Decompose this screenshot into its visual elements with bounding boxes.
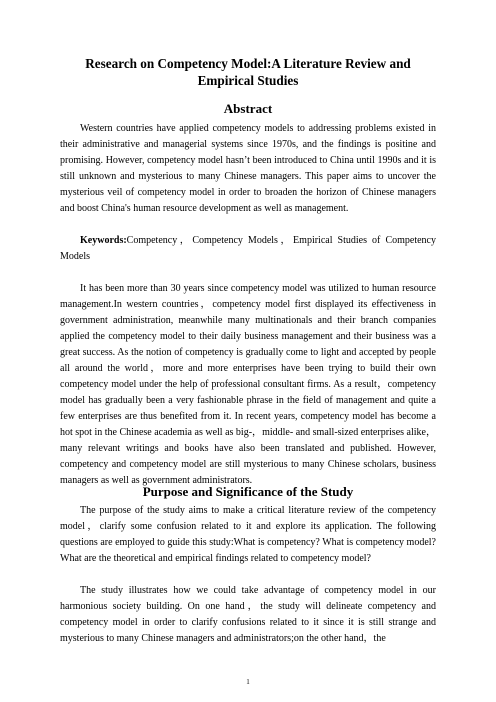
- page-number: 1: [246, 678, 250, 686]
- abstract-paragraph: Western countries have applied competency models to addressing problems existed in their administrative and managerial systems since 1970s, and the findings is positine and promising. However, competency model hasn’t been introduced to China until 1990s and it is still unknown and mysterious to many Chinese managers. This paper aims to uncover the mysterious veil of competency model in order to broaden the horizon of Chinese managers and boost China's human resource development as well as management.: [60, 123, 436, 214]
- illustrate-paragraph: The study illustrates how we could take advantage of competency model in our harmonious society building. On one hand，the study will delineate competency and competency model in order to clarify confusions related to it since it is still strange and mysterious to many Chinese managers and administrators;on the other hand，the: [60, 585, 436, 644]
- purpose-paragraph: The purpose of the study aims to make a critical literature review of the competency model，clarify some confusion related to it and explore its application. The following questions are employed to guide this study:What is competency? What is competency model? What are the theoretical and empirical findings related to competency model?: [60, 505, 436, 564]
- paper-title: [60, 55, 436, 89]
- keywords-text: Competency，Competency Models，Empirical Studies of Competency Models: [60, 235, 436, 262]
- purpose-heading: Purpose and Significance of the Study: [142, 484, 354, 499]
- title-line-1: Research on Competency Model:A Literature Review and: [85, 56, 411, 71]
- abstract-heading: Abstract: [223, 101, 273, 116]
- keywords-paragraph: [60, 233, 436, 265]
- intro-paragraph: It has been more than 30 years since competency model was utilized to human resource management.In western countries，competency model first displayed its effectiveness in government administration, meanwhile many multinationals and their branch companies applied the competency model to their daily business management and their business was a great success. As the notion of competency is gradually come to light and accepted by people all around the world，more and more enterprises have been trying to build their own competency model under the help of professional consultant firms. As a result，competency model has gradually been a very fashionable phrase in the field of management and quite a few enterprises are thus benefited from it. In recent years, competency model has become a hot spot in the Chinese academia as well as big-，middle- and small-sized enterprises alike，many relevant writings and books have also been translated and published. However, competency and competency model are still mysterious to many Chinese scholars, business managers as well as government administrators.: [60, 283, 436, 486]
- keywords-label: Keywords:: [80, 235, 127, 246]
- title-line-2: Empirical Studies: [197, 73, 299, 88]
